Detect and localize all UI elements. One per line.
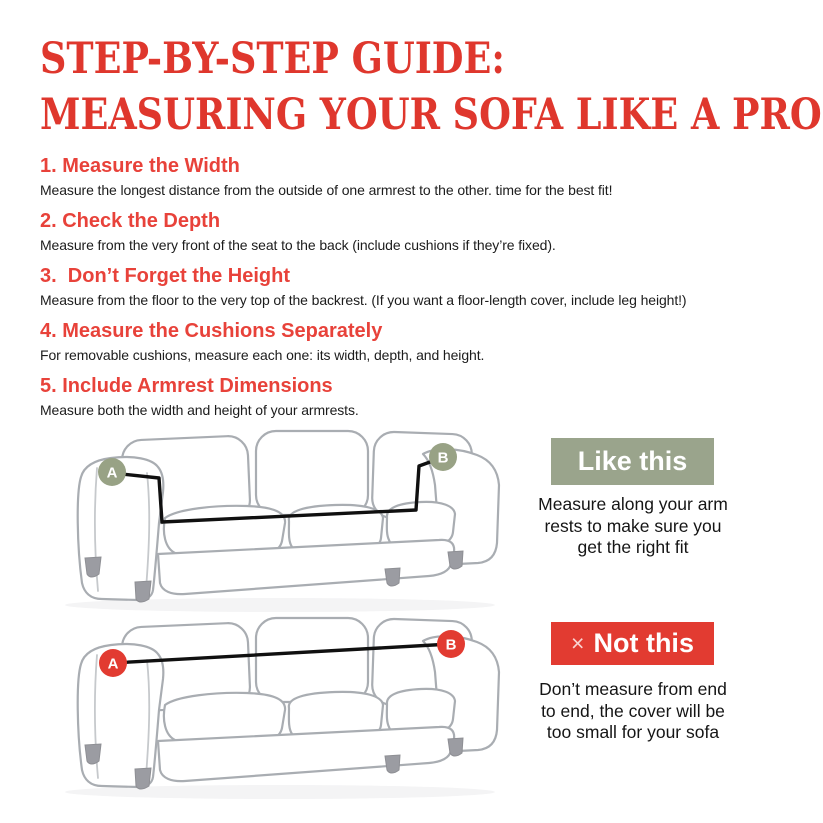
- marker-a-bad: [99, 649, 127, 677]
- step-2-body: Measure from the very front of the seat to the back (include cushions if they’re fixed).: [40, 237, 556, 253]
- step-4: [40, 320, 822, 364]
- marker-b-bad: [437, 630, 465, 658]
- svg-text:B: B: [445, 636, 457, 654]
- step-3-heading: 3. Don’t Forget the Height: [40, 265, 290, 287]
- step-5-heading: 5. Include Armrest Dimensions: [40, 375, 333, 397]
- step-3-body: Measure from the floor to the very top of the backrest. (If you want a floor-length cover, include leg height!): [40, 292, 687, 308]
- page-title-line2: MEASURING YOUR SOFA LIKE A PRO: [40, 90, 822, 140]
- like-this-caption: [517, 494, 749, 559]
- step-5: [40, 375, 822, 419]
- marker-a-good: [98, 458, 126, 486]
- not-this-badge: [551, 622, 714, 665]
- sofa-correct-illustration: [35, 421, 505, 616]
- marker-b-good: [429, 443, 457, 471]
- not-this-caption-line1: Don’t measure from end: [539, 679, 727, 699]
- page-title: [40, 31, 822, 143]
- not-this-label: Not this: [593, 628, 694, 658]
- not-this-caption: [517, 679, 749, 744]
- step-1-body: Measure the longest distance from the outside of one armrest to the other. time for the best fit!: [40, 182, 613, 198]
- like-this-caption-line2: rests to make sure you: [544, 515, 722, 536]
- step-4-heading: 4. Measure the Cushions Separately: [40, 320, 383, 342]
- svg-text:A: A: [107, 655, 119, 673]
- svg-text:B: B: [437, 449, 449, 467]
- step-1: [40, 155, 822, 199]
- step-2: [40, 210, 822, 254]
- like-this-badge: [551, 438, 714, 485]
- like-this-caption-line3: get the right fit: [577, 537, 689, 557]
- step-3: [40, 265, 822, 309]
- sofa-incorrect-illustration: [35, 608, 505, 803]
- step-1-heading: 1. Measure the Width: [40, 155, 240, 177]
- step-2-heading: 2. Check the Depth: [40, 210, 221, 232]
- step-5-body: Measure both the width and height of your armrests.: [40, 402, 359, 418]
- page-title-line1: STEP-BY-STEP GUIDE:: [40, 34, 505, 84]
- step-4-body: For removable cushions, measure each one: its width, depth, and height.: [40, 347, 485, 363]
- svg-text:A: A: [106, 464, 118, 482]
- not-this-caption-line2: to end, the cover will be: [541, 700, 725, 721]
- not-this-caption-line3: too small for your sofa: [546, 722, 720, 742]
- cross-icon: ×: [571, 630, 585, 656]
- steps-list: [40, 155, 822, 430]
- like-this-caption-line1: Measure along your arm: [538, 494, 728, 514]
- like-this-label: Like this: [577, 446, 688, 476]
